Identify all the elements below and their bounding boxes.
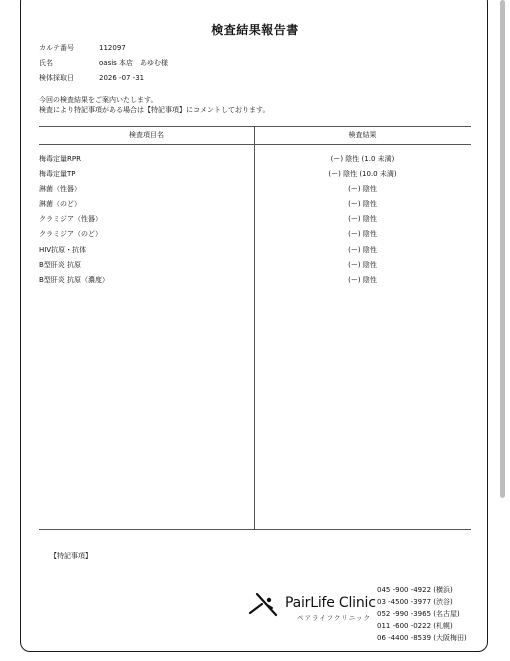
table-row bbox=[39, 229, 471, 244]
table-header-rule bbox=[39, 144, 471, 145]
test-result: (ー) 陰性 bbox=[348, 200, 377, 209]
patient-name-row bbox=[39, 59, 168, 68]
phone-number: 045 -900 -4922 (横浜) bbox=[377, 586, 453, 594]
test-result: (ー) 陰性 bbox=[348, 245, 377, 254]
page-title: 検査結果報告書 bbox=[211, 23, 299, 37]
test-item-name: 淋菌（のど） bbox=[39, 200, 81, 209]
table-row bbox=[39, 184, 471, 199]
test-result: (ー) 陰性 bbox=[348, 275, 377, 284]
table-row bbox=[39, 214, 471, 229]
table-bottom-rule bbox=[39, 529, 471, 530]
chart-number-value: 112097 bbox=[99, 44, 126, 52]
table-row bbox=[39, 245, 471, 260]
table-row bbox=[39, 169, 471, 184]
intro-line: 今回の検査結果をご案内いたします。 bbox=[39, 96, 158, 104]
table-row bbox=[39, 199, 471, 214]
test-item-name: クラミジア（性器） bbox=[39, 215, 102, 224]
table-top-rule bbox=[39, 126, 471, 127]
sample-date-label: 検体採取日 bbox=[39, 74, 74, 82]
phone-number: 011 -600 -0222 (札幌) bbox=[377, 622, 453, 631]
table-row bbox=[39, 260, 471, 275]
sample-date-row bbox=[39, 74, 144, 83]
test-result: (ー) 陰性 bbox=[348, 215, 377, 224]
clinic-name-jp: ペアライフクリニック bbox=[297, 614, 372, 622]
column-header-test-item: 検査項目名 bbox=[129, 131, 164, 139]
intro-text bbox=[39, 95, 269, 115]
intro-line: 検査により特記事項がある場合は【特記事項】にコメントしております。 bbox=[39, 106, 270, 114]
phone-number: 052 -990 -3965 (名古屋) bbox=[377, 610, 460, 619]
test-result: (ー) 陰性 bbox=[348, 230, 377, 239]
clinic-phone-list bbox=[377, 584, 467, 644]
test-item-name: クラミジア（のど） bbox=[39, 230, 102, 239]
phone-number: 06 -4400 -8539 (大阪梅田) bbox=[377, 634, 467, 643]
clinic-name-en: PairLife Clinic bbox=[285, 595, 376, 611]
phone-number: 03 -4500 -3977 (渋谷) bbox=[377, 598, 453, 607]
table-row bbox=[39, 275, 471, 290]
test-result: (ー) 陰性 bbox=[348, 260, 377, 269]
test-result: (ー) 陰性 bbox=[348, 185, 377, 194]
test-item-name: HIV抗原・抗体 bbox=[39, 245, 87, 254]
column-header-result: 検査結果 bbox=[348, 131, 377, 139]
chart-number-row bbox=[39, 44, 126, 53]
results-table bbox=[39, 154, 471, 290]
test-item-name: B型肝炎 抗原（濃度） bbox=[39, 275, 110, 284]
patient-name-label: 氏名 bbox=[39, 59, 53, 67]
test-item-name: 梅毒定量RPR bbox=[39, 155, 81, 163]
remarks-label: 【特記事項】 bbox=[50, 552, 92, 560]
chart-number-label: カルテ番号 bbox=[39, 44, 74, 52]
test-result: (ー) 陰性 (10.0 未満) bbox=[328, 170, 397, 179]
sample-date-value: 2026 -07 -31 bbox=[99, 74, 145, 82]
test-item-name: 淋菌（性器） bbox=[39, 185, 81, 194]
test-result: (ー) 陰性 (1.0 未満) bbox=[330, 155, 395, 163]
scrollbar[interactable] bbox=[500, 0, 505, 498]
test-item-name: 梅毒定量TP bbox=[39, 170, 76, 179]
table-row bbox=[39, 154, 471, 169]
pairlife-logo-mark-icon bbox=[245, 592, 285, 622]
test-item-name: B型肝炎 抗原 bbox=[39, 260, 82, 269]
clinic-logo bbox=[245, 592, 385, 626]
patient-name-value: oasis 本店 あゆむ様 bbox=[99, 59, 169, 67]
